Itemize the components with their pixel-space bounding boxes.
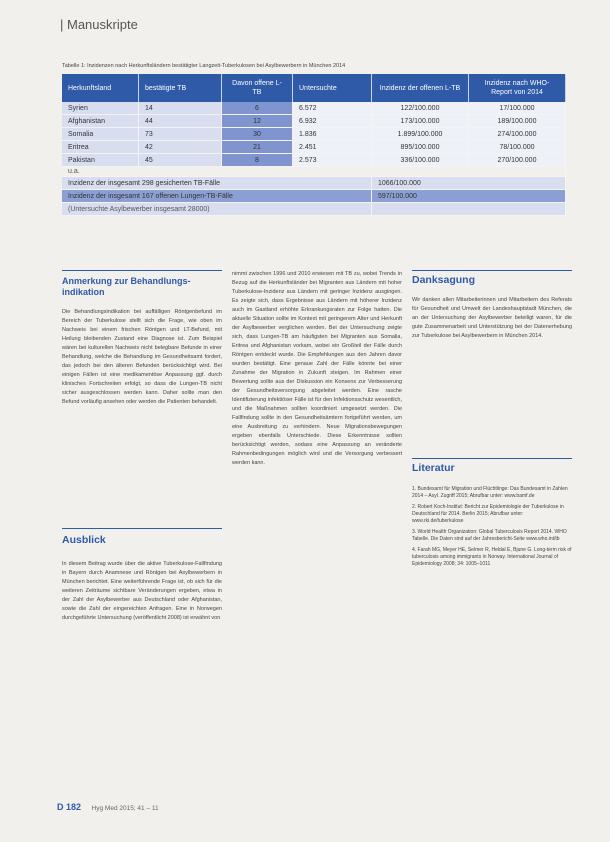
table-row <box>62 141 566 154</box>
table-row <box>62 102 566 115</box>
table-cell: 21 <box>222 141 293 154</box>
table-cell: 1.836 <box>293 128 372 141</box>
heading-acknowledgement: Danksagung <box>412 274 476 286</box>
summary-label: Inzidenz der insgesamt 167 offenen Lungen-TB-Fälle <box>62 190 372 203</box>
table-cell: 78/100.000 <box>469 141 566 154</box>
header-who: Inzidenz nach WHO-Report von 2014 <box>469 74 566 102</box>
table-cell: 189/100.000 <box>469 115 566 128</box>
table-cell: 2.573 <box>293 154 372 167</box>
table-cell: 6 <box>222 102 293 115</box>
summary-value <box>372 203 566 216</box>
heading-treatment: Anmerkung zur Behandlungs-indikation <box>62 276 191 297</box>
reference-item: 2. Robert Koch-Institut: Bericht zur Epidemiologie der Tuberkulose in Deutschland für 2014. Berlin 2015; Abrufbar unter: www.rki.de/tuberkulose <box>412 504 564 524</box>
table-cell: 1.899/100.000 <box>372 128 469 141</box>
summary-label: (Untersuchte Asylbewerber insgesamt 28000) <box>62 203 372 216</box>
summary-label: Inzidenz der insgesamt 298 gesicherten TB-Fälle <box>62 177 372 190</box>
table-cell: 270/100.000 <box>469 154 566 167</box>
table-cell: 122/100.000 <box>372 102 469 115</box>
section-title: | Manuskripte <box>60 17 138 32</box>
table-cell: 45 <box>139 154 222 167</box>
table-cell: 2.451 <box>293 141 372 154</box>
table-cell: Afghanistan <box>62 115 139 128</box>
table-note-row <box>62 167 566 177</box>
table-cell: 895/100.000 <box>372 141 469 154</box>
table-row <box>62 115 566 128</box>
incidence-table <box>62 74 566 216</box>
table-cell: 14 <box>139 102 222 115</box>
header-incidence: Inzidenz der offenen L-TB <box>372 74 469 102</box>
paragraph-treatment: Die Behandlungsindikation bei auffälligen Röntgenbefund im Bereich der Tuberkulose stellt sich die Frage, wie oben im Nachweis bei einem frischen Röntgen und LT-Befund, mit Heilung bleibenden Zustand eine Diagnose ist. Zum Beispiel wären bei kulturellen Nachweis nicht belegbare Befunde in einer Behandlung, welche die Behandlung im Gesundheitsamt fordert, das jedoch bei den älteren Befunden berücksichtigt wird. Bei einigen Fällen ist eine medikamentöse Anpassung ggf. durch klinisches Fortschreiten erfolgt, so dass die Lungen-TB nicht sicher ausgeschlossen werden kann. Daher sollte man den Befund vorläufig ansehen oder werden die Patienten behandelt. <box>62 309 222 405</box>
header-country: Herkunftsland <box>62 74 139 102</box>
reference-item: 3. World Health Organization: Global Tuberculosis Report 2014. WHO Tabelle. Die Daten sind auf der Jahresbericht-Seite www.who.int/tb <box>412 529 567 542</box>
table-cell: 42 <box>139 141 222 154</box>
table-cell: Eritrea <box>62 141 139 154</box>
table-body <box>62 102 566 216</box>
table-cell: 6.572 <box>293 102 372 115</box>
page-footer <box>57 802 159 812</box>
table-row <box>62 128 566 141</box>
table-cell: 8 <box>222 154 293 167</box>
summary-value: 597/100.000 <box>372 190 566 203</box>
table-cell: 12 <box>222 115 293 128</box>
table-cell: 44 <box>139 115 222 128</box>
table-cell: Pakistan <box>62 154 139 167</box>
table-caption: Tabelle 1: Inzidenzen nach Herkunftsländern bestätigter Langzeit-Tuberkulosen bei Asylbewerbern in München 2014 <box>62 63 346 69</box>
table-cell: Syrien <box>62 102 139 115</box>
table-summary-row <box>62 190 566 203</box>
reference-item: 4. Farah MG, Meyer HE, Selmer R, Heldal E, Bjune G. Long-term risk of tuberculosis among immigrants in Norway. International Journal of Epidemiology 2008; 34: 1005–1011 <box>412 547 572 567</box>
table-cell: 274/100.000 <box>469 128 566 141</box>
paragraph-discussion: nimmt zwischen 1996 und 2010 erwiesen mit TB zu, wobei Trends in Bezug auf die Herkunftsländer bei Migranten aus Ländern mit hoher Tuberkulose-Inzidenz aus Ländern mit geringer Inzidenz ausgingen. Es zeigte sich, dass Ergebnisse aus Ländern mit höherer Inzidenz auch im Gastland erhöhte Erkrankungsraten zur Folge hatten. Die aktuelle Situation sollte im Kontext mit geringerem Alter und Herkunft der Asylbewerber verglichen werden. Bei der Untersuchung zeigte sich, dass Lungen-TB am häufigsten bei Migranten aus Somalia, Eritrea und Afghanistan vorkam, wobei ein Großteil der Fälle durch Röntgen entdeckt wurde. Die Empfehlungen aus den Jahren davor wurden bestätigt. Eine genaue Zahl der Fälle könnte bei einer Zunahme der Migration in Zukunft steigen. Im Rahmen einer Bewertung sollte aus der Diskussion ein Konsens zur Verbesserung der Gesundheitsversorgung abgeleitet werden. Eine rasche Identifizierung infektiöser Fälle ist für den Infektionsschutz wesentlich, und die Maßnahmen sollten koordiniert umgesetzt werden. Die Fallfindung sollte in den Gesundheitsämtern fortgeführt werden, um eine Ausbreitung zu verhindern. Neue Migrationsbewegungen ergeben ebenfalls Unterschiede. Diese Erkenntnisse sollten berücksichtigt werden, sodass eine Anpassung an veränderte Rahmenbedingungen möglich wird und die Versorgung verbessert werden kann. <box>232 271 402 466</box>
table-row <box>62 154 566 167</box>
header-examined: Untersuchte <box>293 74 372 102</box>
summary-value: 1066/100.000 <box>372 177 566 190</box>
journal-citation: Hyg Med 2015; 41 – 11 <box>91 805 159 812</box>
heading-outlook: Ausblick <box>62 534 106 546</box>
divider <box>412 458 572 459</box>
page-number: D 182 <box>57 802 82 812</box>
table-summary-row <box>62 203 566 216</box>
table-note: u.a. <box>62 167 566 177</box>
table-summary-row <box>62 177 566 190</box>
header-confirmed: bestätigte TB <box>139 74 222 102</box>
table-cell: 173/100.000 <box>372 115 469 128</box>
table-cell: 30 <box>222 128 293 141</box>
table-cell: 73 <box>139 128 222 141</box>
header-open: Davon offene L-TB <box>222 74 293 102</box>
table-header-row <box>62 74 566 102</box>
reference-list <box>412 486 572 572</box>
heading-literature: Literatur <box>412 462 455 474</box>
divider <box>62 270 222 271</box>
table-cell: Somalia <box>62 128 139 141</box>
divider <box>412 270 572 271</box>
table-cell: 6.932 <box>293 115 372 128</box>
paragraph-outlook: In diesem Beitrag wurde über die aktive Tuberkulose-Fallfindung in Bayern durch Anamnese und Röntgen bei Asylbewerbern in München berichtet. Eine weiterführende Frage ist, ob sich für die weiteren Zeiträume sichtbare Veränderungen ergeben, etwa in der Zahl der Asylbewerber aus Deutschland oder Afghanistan, sowie die Zahl der eingereichten Anfragen. Eine in Norwegen durchgeführte Untersuchung (veröffentlicht 2008) ist erwähnt von <box>62 561 222 621</box>
table-cell: 17/100.000 <box>469 102 566 115</box>
table-cell: 336/100.000 <box>372 154 469 167</box>
divider <box>62 528 222 529</box>
paragraph-acknowledgement: Wir danken allen Mitarbeiterinnen und Mitarbeitern des Referats für Gesundheit und Umwelt der Landeshauptstadt München, die an der Untersuchung der Asylbewerber beteiligt waren, für die gute Zusammenarbeit und Unterstützung bei der Datenerhebung zur Tuberkulose bei Asylbewerbern in München 2014. <box>412 297 572 339</box>
reference-item: 1. Bundesamt für Migration und Flüchtlinge: Das Bundesamt in Zahlen 2014 – Asyl. Zugriff 2015; Abrufbar unter: www.bamf.de <box>412 486 568 499</box>
